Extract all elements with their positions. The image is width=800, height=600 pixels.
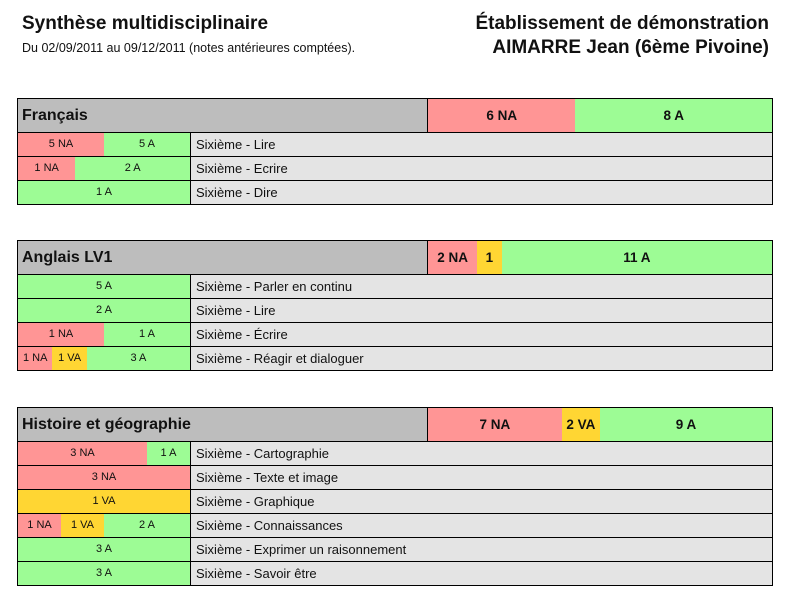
report-header-left [22, 12, 355, 55]
competency-label: Sixième - Ecrire [191, 157, 772, 180]
subject-block [17, 407, 773, 586]
competency-label: Sixième - Connaissances [191, 514, 772, 537]
competency-row [17, 347, 773, 371]
segment-a: 5 A [18, 275, 190, 298]
segment-va: 1 VA [18, 490, 190, 513]
segment-a: 3 A [87, 347, 190, 370]
competency-bar [18, 538, 191, 561]
competency-row [17, 323, 773, 347]
competency-label: Sixième - Écrire [191, 323, 772, 346]
competency-label: Sixième - Lire [191, 299, 772, 322]
segment-va: 1 VA [52, 347, 86, 370]
competency-row [17, 514, 773, 538]
subject-summary-bar [428, 241, 772, 274]
segment-na: 1 NA [18, 347, 52, 370]
subject-title: Français [18, 99, 428, 132]
subject-summary-bar [428, 408, 772, 441]
competency-bar [18, 133, 191, 156]
segment-va: 2 VA [562, 408, 600, 441]
competency-row [17, 157, 773, 181]
competency-bar [18, 275, 191, 298]
report-period: Du 02/09/2011 au 09/12/2011 (notes antérieures comptées). [22, 41, 356, 55]
segment-na: 7 NA [428, 408, 562, 441]
competency-bar [18, 466, 191, 489]
competency-label: Sixième - Savoir être [191, 562, 772, 585]
segment-a: 5 A [104, 133, 190, 156]
competency-bar [18, 323, 191, 346]
segment-va: 1 [477, 241, 502, 274]
segment-na: 3 NA [18, 466, 190, 489]
subject-header [17, 240, 773, 275]
competency-label: Sixième - Dire [191, 181, 772, 204]
segment-na: 1 NA [18, 323, 104, 346]
subject-header [17, 407, 773, 442]
competency-row [17, 299, 773, 323]
segment-a: 11 A [502, 241, 772, 274]
subject-block [17, 98, 773, 205]
segment-na: 2 NA [428, 241, 477, 274]
competency-row [17, 181, 773, 205]
competency-label: Sixième - Cartographie [191, 442, 772, 465]
competency-bar [18, 490, 191, 513]
competency-row [17, 133, 773, 157]
competency-bar [18, 562, 191, 585]
competency-row [17, 275, 773, 299]
segment-a: 9 A [600, 408, 772, 441]
segment-na: 5 NA [18, 133, 104, 156]
segment-na: 3 NA [18, 442, 147, 465]
competency-label: Sixième - Parler en continu [191, 275, 772, 298]
segment-a: 1 A [104, 323, 190, 346]
competency-label: Sixième - Exprimer un raisonnement [191, 538, 772, 561]
segment-na: 1 NA [18, 514, 61, 537]
competency-label: Sixième - Lire [191, 133, 772, 156]
segment-a: 3 A [18, 538, 190, 561]
segment-a: 3 A [18, 562, 190, 585]
competency-bar [18, 514, 191, 537]
segment-a: 1 A [18, 181, 190, 204]
report-title: Synthèse multidisciplinaire [22, 13, 269, 34]
competency-bar [18, 181, 191, 204]
subject-header [17, 98, 773, 133]
subject-title: Anglais LV1 [18, 241, 428, 274]
competency-row [17, 490, 773, 514]
competency-label: Sixième - Réagir et dialoguer [191, 347, 772, 370]
competency-label: Sixième - Graphique [191, 490, 772, 513]
segment-a: 1 A [147, 442, 190, 465]
segment-na: 6 NA [428, 99, 575, 132]
school-name: Établissement de démonstration [475, 13, 769, 34]
subject-summary-bar [428, 99, 772, 132]
subject-title: Histoire et géographie [18, 408, 428, 441]
competency-row [17, 562, 773, 586]
segment-a: 2 A [18, 299, 190, 322]
subject-block [17, 240, 773, 371]
competency-bar [18, 347, 191, 370]
competency-row [17, 442, 773, 466]
competency-row [17, 538, 773, 562]
segment-va: 1 VA [61, 514, 104, 537]
segment-na: 1 NA [18, 157, 75, 180]
competency-row [17, 466, 773, 490]
competency-bar [18, 299, 191, 322]
competency-label: Sixième - Texte et image [191, 466, 772, 489]
segment-a: 2 A [104, 514, 190, 537]
competency-bar [18, 442, 191, 465]
report-header-right [475, 12, 769, 60]
competency-bar [18, 157, 191, 180]
segment-a: 2 A [75, 157, 190, 180]
student-name: AIMARRE Jean (6ème Pivoine) [492, 37, 769, 58]
segment-a: 8 A [575, 99, 772, 132]
